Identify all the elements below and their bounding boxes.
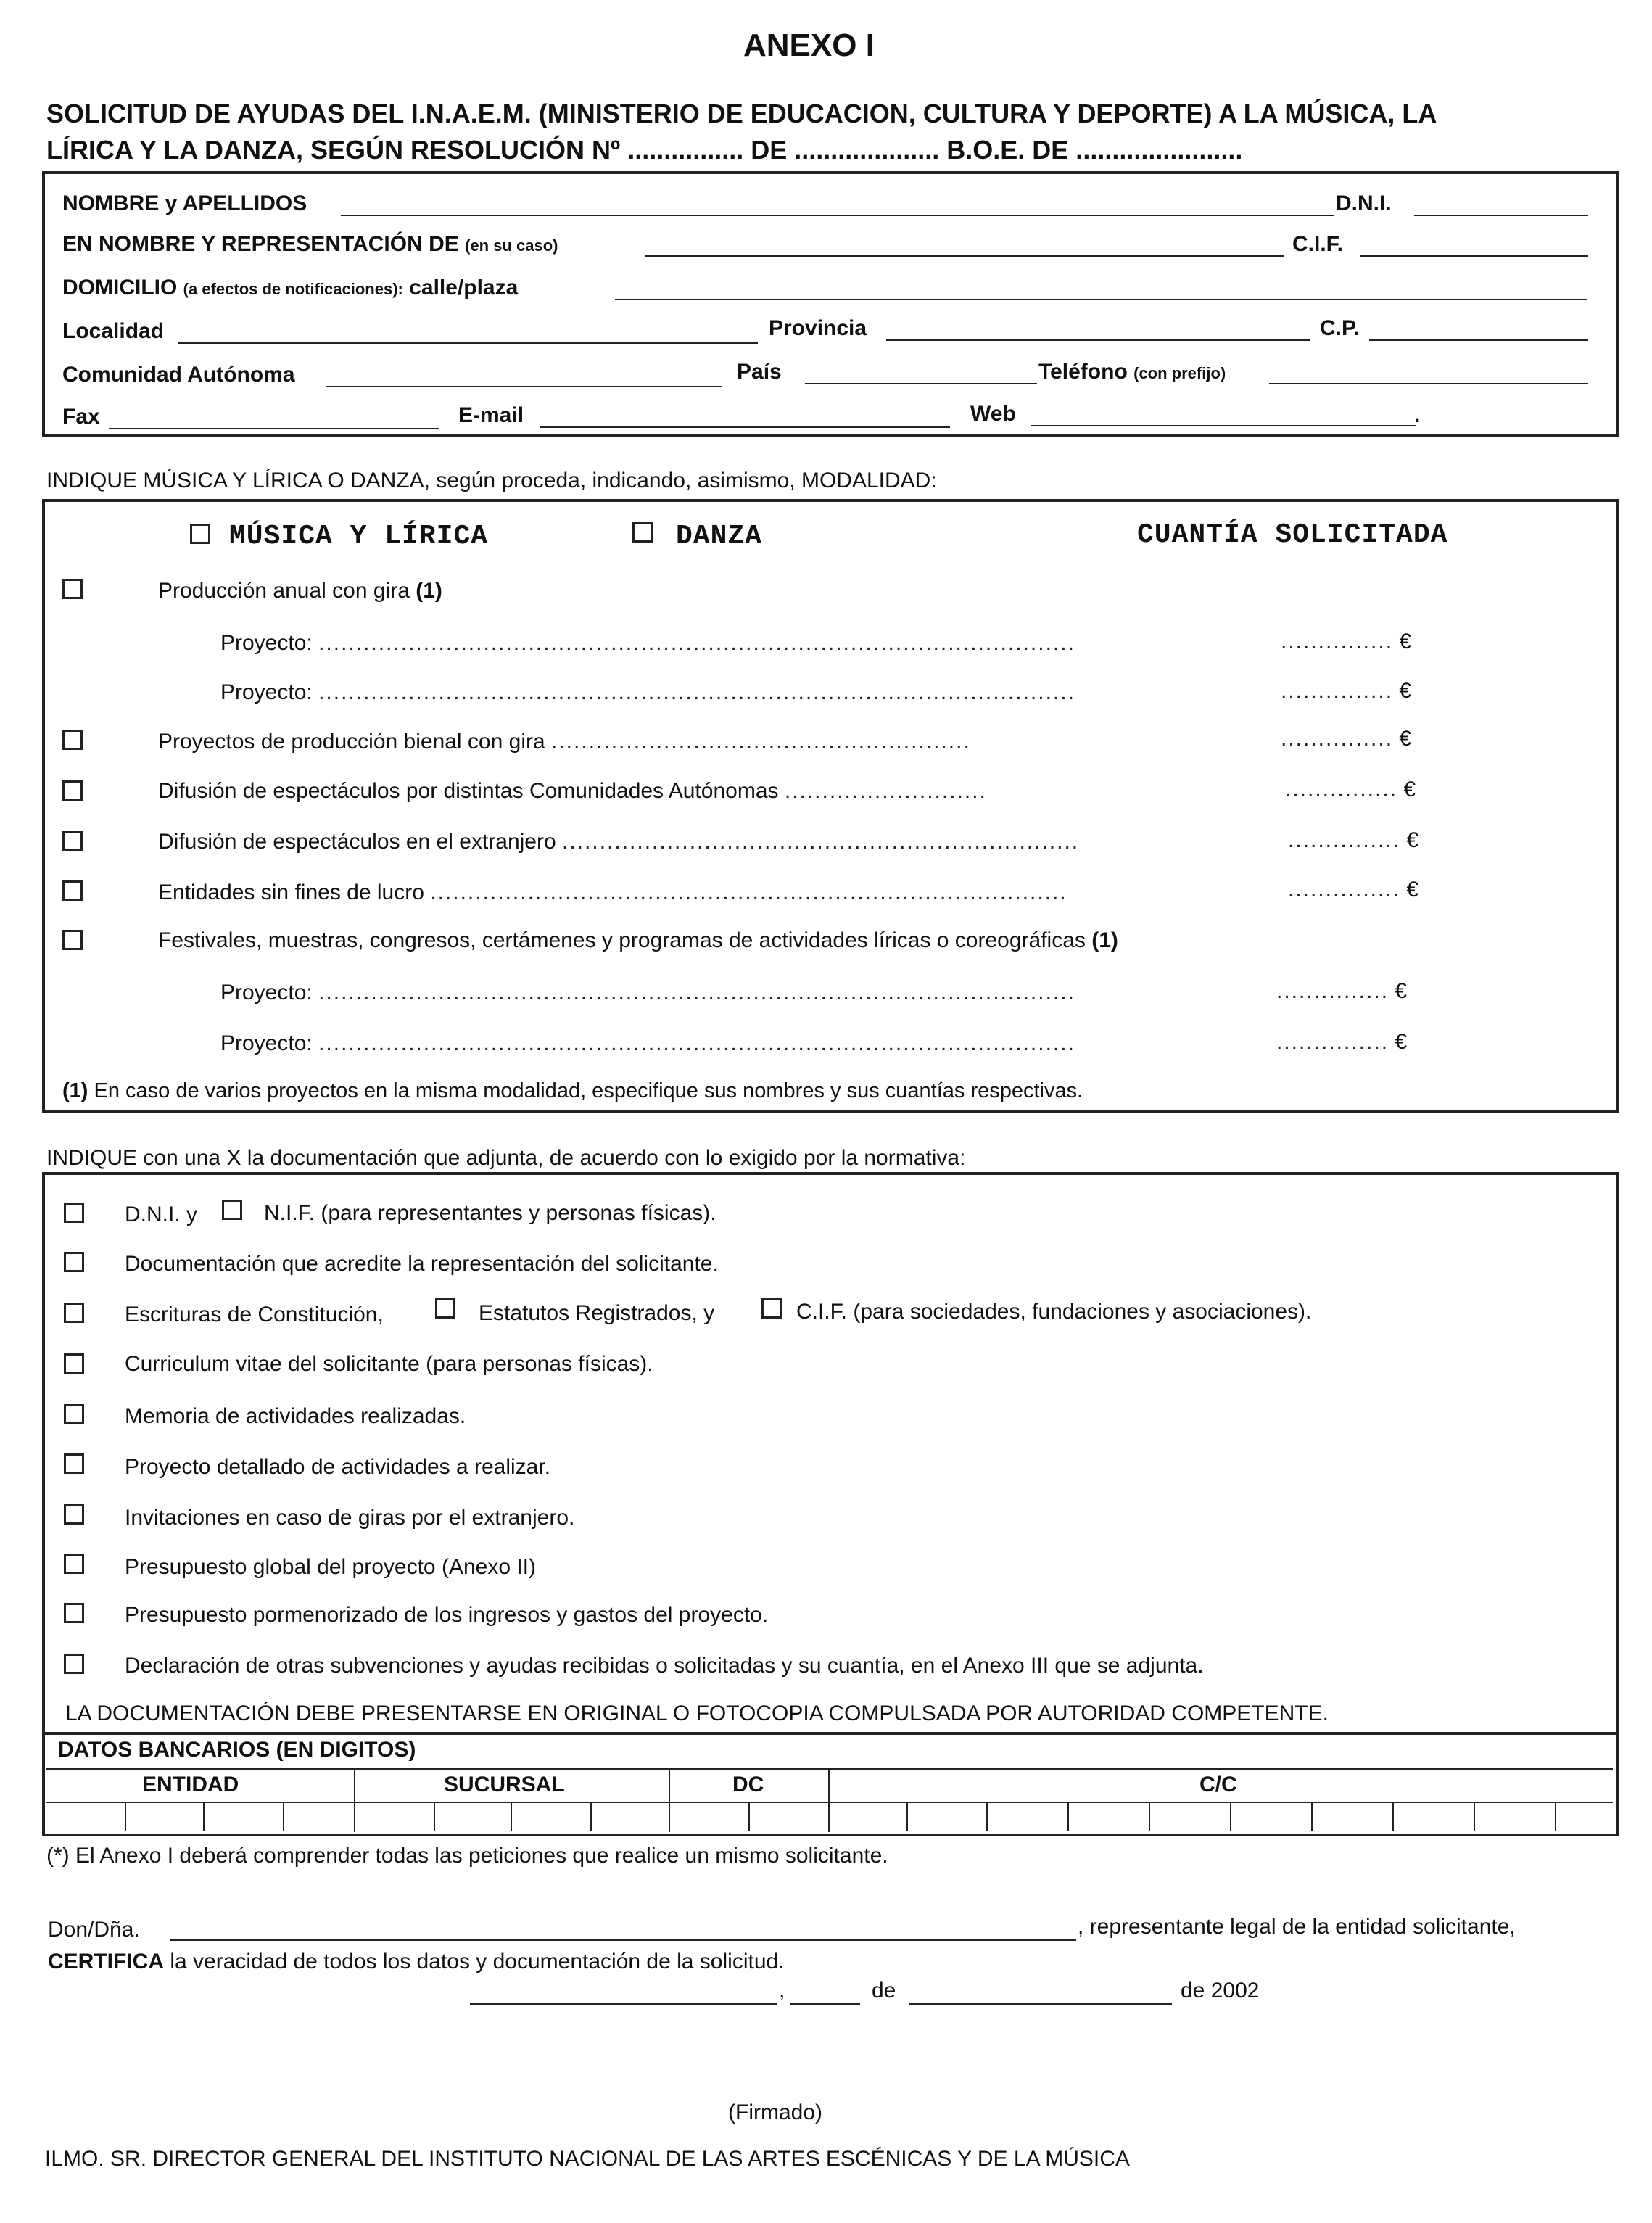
escrituras-checkbox[interactable] bbox=[64, 1303, 84, 1323]
entidades-checkbox[interactable] bbox=[62, 880, 83, 901]
account-digit-divider bbox=[283, 1803, 284, 1831]
festivales-checkbox[interactable] bbox=[62, 930, 83, 950]
cif-label: C.I.F. bbox=[1292, 232, 1344, 256]
telefono-label: Teléfono bbox=[1038, 360, 1128, 384]
festivales-label: Festivales, muestras, congresos, certámenes y programas de actividades líricas o coreográficas bbox=[158, 928, 1086, 952]
year-label: de 2002 bbox=[1181, 1979, 1260, 2003]
account-digit-divider bbox=[828, 1803, 830, 1831]
produccion-note: (1) bbox=[416, 579, 442, 603]
doc-presupuesto-global-label: Presupuesto global del proyecto (Anexo II) bbox=[125, 1555, 536, 1579]
memoria-checkbox[interactable] bbox=[64, 1404, 84, 1424]
proyecto-3-label: Proyecto: bbox=[220, 981, 313, 1005]
difusion-cc-amount[interactable]: ............... bbox=[1285, 778, 1398, 801]
mes-field[interactable] bbox=[909, 2003, 1172, 2005]
header-line-1: SOLICITUD DE AYUDAS DEL I.N.A.E.M. (MINISTERIO DE EDUCACION, CULTURA Y DEPORTE) A LA MÚSICA, LA bbox=[46, 99, 1437, 128]
cc-label: C/C bbox=[1199, 1773, 1237, 1797]
provincia-field[interactable] bbox=[886, 339, 1310, 341]
proyecto-4-field[interactable]: ..................................................................................................... bbox=[318, 1031, 1075, 1055]
proyecto-2-label: Proyecto: bbox=[220, 680, 313, 704]
euro-4: € bbox=[1403, 778, 1416, 801]
proyecto-1-field[interactable]: ..................................................................................................... bbox=[318, 631, 1075, 655]
danza-checkbox[interactable] bbox=[632, 522, 653, 543]
entidades-label: Entidades sin fines de lucro bbox=[158, 880, 424, 904]
cp-field[interactable] bbox=[1369, 339, 1588, 341]
footnote-num: (1) bbox=[62, 1079, 88, 1102]
doc-cif-label: C.I.F. (para sociedades, fundaciones y asociaciones). bbox=[796, 1300, 1312, 1324]
account-digit-divider bbox=[590, 1803, 592, 1831]
account-digit-divider bbox=[669, 1803, 670, 1831]
pais-field[interactable] bbox=[805, 383, 1037, 384]
difusion-ext-label: Difusión de espectáculos en el extranjero bbox=[158, 830, 556, 854]
difusion-ext-amount[interactable]: ............... bbox=[1288, 828, 1401, 852]
don-field[interactable] bbox=[170, 1939, 1076, 1941]
web-label: Web bbox=[970, 402, 1016, 426]
account-digit-divider bbox=[125, 1803, 126, 1831]
de-label: de bbox=[872, 1979, 896, 2003]
account-digit-divider bbox=[1555, 1803, 1556, 1831]
account-digits-row[interactable] bbox=[46, 1803, 1613, 1831]
proyecto-1-amount[interactable]: ............... bbox=[1281, 630, 1394, 653]
documentacion-nota: LA DOCUMENTACIÓN DEBE PRESENTARSE EN ORIGINAL O FOTOCOPIA COMPULSADA POR AUTORIDAD COMPETENTE. bbox=[65, 1702, 1329, 1725]
email-field[interactable] bbox=[540, 426, 950, 428]
sucursal-label: SUCURSAL bbox=[444, 1773, 565, 1797]
account-digit-divider bbox=[748, 1803, 750, 1831]
estatutos-checkbox[interactable] bbox=[435, 1298, 455, 1319]
account-digit-divider bbox=[511, 1803, 512, 1831]
modalidad-intro: INDIQUE MÚSICA Y LÍRICA O DANZA, según proceda, indicando, asimismo, MODALIDAD: bbox=[46, 469, 937, 492]
representacion-doc-checkbox[interactable] bbox=[64, 1252, 84, 1272]
dc-label: DC bbox=[732, 1773, 764, 1797]
euro-2: € bbox=[1399, 679, 1412, 703]
page-title: ANEXO I bbox=[743, 28, 875, 63]
musica-label: MÚSICA Y LÍRICA bbox=[229, 521, 489, 552]
account-digit-divider bbox=[986, 1803, 988, 1831]
director-label: ILMO. SR. DIRECTOR GENERAL DEL INSTITUTO NACIONAL DE LAS ARTES ESCÉNICAS Y DE LA MÚSICA bbox=[45, 2147, 1130, 2171]
euro-3: € bbox=[1399, 727, 1412, 751]
fax-field[interactable] bbox=[109, 428, 439, 429]
web-field[interactable] bbox=[1031, 425, 1416, 426]
provincia-label: Provincia bbox=[769, 316, 867, 340]
telefono-note: (con prefijo) bbox=[1133, 364, 1226, 382]
proyecto-1-label: Proyecto: bbox=[220, 631, 313, 655]
account-digit-divider bbox=[434, 1803, 435, 1831]
euro-8: € bbox=[1395, 1030, 1408, 1054]
doc-escrituras-label: Escrituras de Constitución, bbox=[125, 1303, 384, 1327]
cuantia-label: CUANTÍA SOLICITADA bbox=[1137, 519, 1448, 550]
proyecto-2-field[interactable]: ..................................................................................................... bbox=[318, 680, 1075, 704]
domicilio-note: (a efectos de notificaciones): bbox=[183, 280, 403, 298]
cp-label: C.P. bbox=[1320, 316, 1360, 340]
account-digit-divider bbox=[354, 1803, 355, 1831]
doc-nif-label: N.I.F. (para representantes y personas físicas). bbox=[264, 1201, 716, 1225]
entidad-label: ENTIDAD bbox=[142, 1773, 239, 1797]
representacion-label: EN NOMBRE Y REPRESENTACIÓN DE bbox=[62, 232, 459, 256]
cif-field[interactable] bbox=[1360, 255, 1588, 257]
pais-label: País bbox=[737, 360, 782, 384]
localidad-label: Localidad bbox=[62, 319, 165, 343]
produccion-checkbox[interactable] bbox=[62, 579, 83, 599]
euro-7: € bbox=[1395, 979, 1408, 1003]
musica-checkbox[interactable] bbox=[190, 524, 210, 544]
dni-field[interactable] bbox=[1414, 215, 1588, 216]
account-digit-divider bbox=[1474, 1803, 1475, 1831]
account-digit-divider bbox=[1230, 1803, 1231, 1831]
certifica-text: la veracidad de todos los datos y documentación de la solicitud. bbox=[170, 1950, 785, 1974]
doc-curriculum-label: Curriculum vitae del solicitante (para personas físicas). bbox=[125, 1352, 653, 1376]
proyecto-doc-checkbox[interactable] bbox=[64, 1453, 84, 1474]
dni-checkbox[interactable] bbox=[64, 1203, 84, 1223]
account-digit-divider bbox=[1392, 1803, 1394, 1831]
dni-label: D.N.I. bbox=[1336, 191, 1392, 215]
doc-dni-label: D.N.I. y bbox=[125, 1203, 198, 1226]
proyecto-2-amount[interactable]: ............... bbox=[1281, 679, 1394, 703]
calle-label: calle/plaza bbox=[409, 276, 519, 300]
comma: , bbox=[779, 1979, 785, 2003]
bienal-label: Proyectos de producción bienal con gira bbox=[158, 730, 545, 754]
difusion-cc-label: Difusión de espectáculos por distintas Comunidades Autónomas bbox=[158, 779, 779, 803]
localidad-field[interactable] bbox=[178, 342, 758, 344]
bancarios-title: DATOS BANCARIOS (EN DIGITOS) bbox=[58, 1738, 416, 1762]
proyecto-3-amount[interactable]: ............... bbox=[1276, 979, 1389, 1003]
account-digit-divider bbox=[1311, 1803, 1313, 1831]
lugar-field[interactable] bbox=[470, 2003, 777, 2005]
curriculum-checkbox[interactable] bbox=[64, 1353, 84, 1374]
invitaciones-checkbox[interactable] bbox=[64, 1504, 84, 1525]
domicilio-label: DOMICILIO bbox=[62, 276, 178, 300]
comunidad-label: Comunidad Autónoma bbox=[62, 363, 295, 387]
bienal-dots: ........................................................ bbox=[551, 730, 971, 754]
difusion-cc-checkbox[interactable] bbox=[62, 780, 83, 801]
doc-presupuesto-porm-label: Presupuesto pormenorizado de los ingresos y gastos del proyecto. bbox=[125, 1603, 769, 1627]
difusion-cc-dots: ........................... bbox=[784, 779, 987, 803]
account-digit-divider bbox=[203, 1803, 205, 1831]
doc-estatutos-label: Estatutos Registrados, y bbox=[479, 1301, 715, 1325]
bienal-checkbox[interactable] bbox=[62, 730, 83, 750]
nif-checkbox[interactable] bbox=[222, 1200, 242, 1220]
account-digit-divider bbox=[1149, 1803, 1150, 1831]
doc-invitaciones-label: Invitaciones en caso de giras por el extranjero. bbox=[125, 1506, 575, 1530]
account-digit-divider bbox=[1067, 1803, 1069, 1831]
produccion-label: Producción anual con gira bbox=[158, 579, 410, 603]
doc-declaracion-label: Declaración de otras subvenciones y ayudas recibidas o solicitadas y su cuantía, en el Anexo III que se adjunta. bbox=[125, 1654, 1204, 1678]
doc-proyecto-label: Proyecto detallado de actividades a realizar. bbox=[125, 1455, 551, 1479]
fax-label: Fax bbox=[62, 405, 100, 429]
footnote-text: En caso de varios proyectos en la misma modalidad, especifique sus nombres y sus cuantías respectivas. bbox=[94, 1079, 1083, 1102]
certifica-label: CERTIFICA bbox=[48, 1950, 164, 1974]
don-label: Don/Dña. bbox=[48, 1918, 140, 1942]
telefono-field[interactable] bbox=[1269, 383, 1588, 384]
documentacion-intro: INDIQUE con una X la documentación que adjunta, de acuerdo con lo exigido por la normativa: bbox=[46, 1146, 966, 1170]
declaracion-checkbox[interactable] bbox=[64, 1654, 84, 1674]
nombre-field[interactable] bbox=[341, 215, 1334, 216]
proyecto-4-amount[interactable]: ............... bbox=[1276, 1030, 1389, 1054]
euro-5: € bbox=[1406, 828, 1419, 852]
nombre-label: NOMBRE y APELLIDOS bbox=[62, 191, 307, 215]
difusion-ext-checkbox[interactable] bbox=[62, 831, 83, 851]
doc-memoria-label: Memoria de actividades realizadas. bbox=[125, 1404, 466, 1428]
difusion-ext-dots: ..................................................................... bbox=[562, 830, 1080, 854]
representacion-note: (en su caso) bbox=[465, 236, 558, 255]
euro-1: € bbox=[1399, 630, 1412, 653]
proyecto-4-label: Proyecto: bbox=[220, 1031, 313, 1055]
domicilio-field[interactable] bbox=[615, 299, 1587, 300]
presupuesto-porm-checkbox[interactable] bbox=[64, 1603, 84, 1623]
proyecto-3-field[interactable]: ..................................................................................................... bbox=[318, 981, 1075, 1005]
web-end: . bbox=[1414, 403, 1421, 427]
comunidad-field[interactable] bbox=[326, 386, 722, 387]
presupuesto-global-checkbox[interactable] bbox=[64, 1554, 84, 1574]
euro-6: € bbox=[1406, 878, 1419, 902]
email-label: E-mail bbox=[458, 403, 524, 427]
representacion-field[interactable] bbox=[645, 255, 1284, 257]
doc-representacion-label: Documentación que acredite la representación del solicitante. bbox=[125, 1252, 719, 1276]
bienal-amount[interactable]: ............... bbox=[1281, 727, 1394, 751]
header-line-2: LÍRICA Y LA DANZA, SEGÚN RESOLUCIÓN Nº ................ DE .................... B.O.E. DE ....................... bbox=[46, 135, 1243, 165]
dia-field[interactable] bbox=[790, 2003, 860, 2005]
representante-label: , representante legal de la entidad solicitante, bbox=[1078, 1915, 1516, 1939]
entidades-dots: ..................................................................................... bbox=[430, 880, 1067, 904]
account-digit-divider bbox=[906, 1803, 908, 1831]
firmado-label: (Firmado) bbox=[728, 2100, 823, 2124]
danza-label: DANZA bbox=[676, 521, 763, 552]
cif-doc-checkbox[interactable] bbox=[761, 1298, 782, 1319]
anexo-note: (*) El Anexo I deberá comprender todas las peticiones que realice un mismo solicitante. bbox=[46, 1844, 888, 1868]
entidades-amount[interactable]: ............... bbox=[1288, 878, 1401, 902]
festivales-note: (1) bbox=[1091, 928, 1118, 952]
